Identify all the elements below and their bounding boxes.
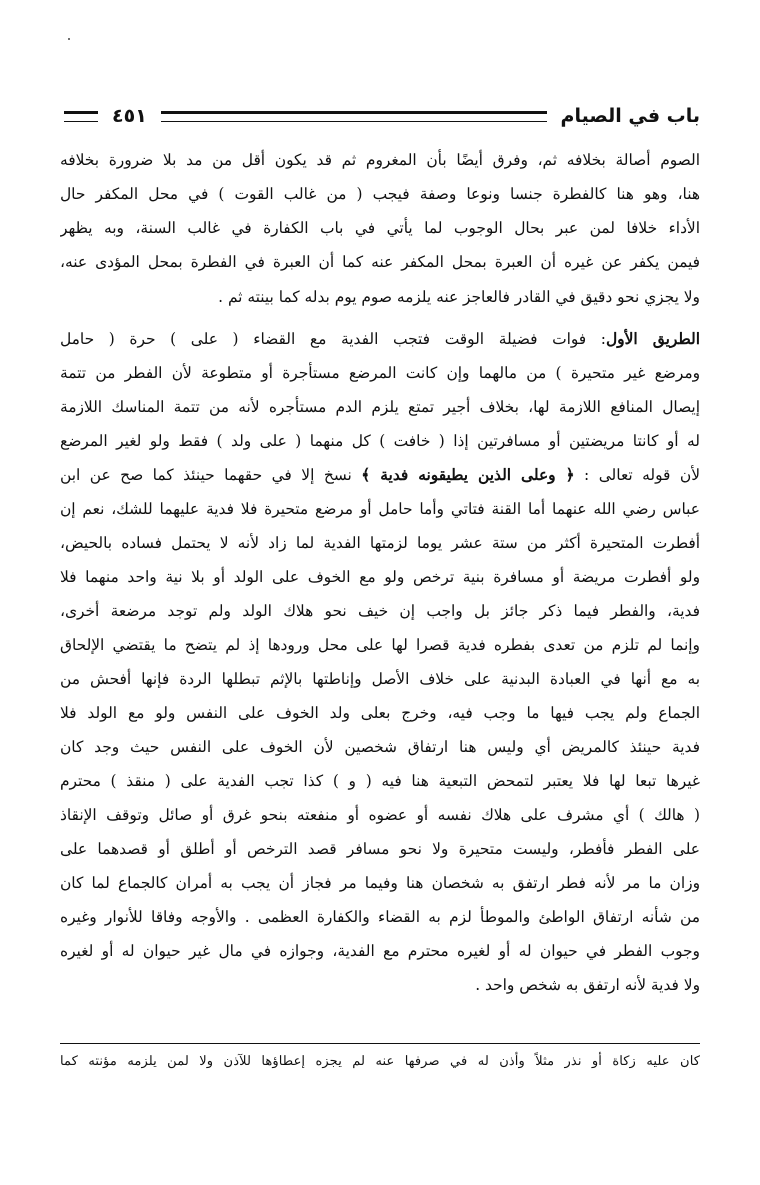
text-line: من شأنه ارتفاق الواطئ والموطأ لزم به القضاء والكفارة العظمى . والأوجه وفاقا للأنوار وغيره (60, 908, 700, 926)
quran-intro-text: لأن قوله تعالى : (574, 466, 700, 484)
footnote-text: كان عليه زكاة أو نذر مثلاً وأذن له في صرفها عنه لم يجزه إعطاؤها للآذن ولا لمن يلزمه مؤنته كما (60, 1054, 700, 1069)
text-line: إيصال المنافع اللازمة لها، بخلاف أجير تمتع يلزم الدم مستأجره لأنه من تتمة المناسك اللازمة (60, 398, 700, 416)
quran-verse: ﴿ وعلى الذين يطيقونه فدية ﴾ (361, 466, 575, 484)
text-line: الأداء خلافا لمن عبر بحال الوجوب لما يأتي في باب الكفارة في غالب السنة، وبه يظهر (60, 219, 700, 237)
header-rule (161, 111, 547, 122)
text-line: هنا، وهو هنا كالفطرة جنسا ونوعا وصفة فيجب ( من غالب القوت ) في محل المكفر حال (60, 185, 700, 203)
text-line: فدية حينئذ كالمريض أي وليس هنا ارتفاق شخصين لأن الخوف على النفس حيث وجد كان (60, 738, 700, 756)
header-rule-short (64, 111, 98, 122)
text-line: به مع أنها في العبادة البدنية على خلاف الأصل وإناطتها بالإثم تبطلها الردة فإنها أفحش من (60, 670, 700, 688)
running-header (60, 96, 700, 136)
section-lead-text: : فوات فضيلة الوقت فتجب الفدية مع القضاء ( على ) حرة ( حامل (60, 330, 606, 348)
text-line: ولو أفطرت مريضة أو مسافرة بنية ترخص ولو مع الخوف على الولد أو بلا نية واحد منهما فلا (60, 568, 700, 586)
text-line: ولا يجزي نحو دقيق في القادر فالعاجز عنه يلزمه صوم يوم بدله كما بينته ثم . (218, 288, 700, 306)
text-line: الجماع ولم يجب فيها ما وجب فيه، وخرج بعلى ولد الخوف على النفس ولو مع الولد فلا (60, 704, 700, 722)
text-line: الصوم أصالة بخلافه ثم، وفرق أيضًا بأن المغروم ثم قد يكون أقل من مد بلا ضرورة بخلافه (60, 151, 700, 169)
text-line: وإنما لم تلزم من تعدى بفطره فدية قصرا لها على محل ورودها إذ لم يتضح ما يقتضي الإلحاق (60, 636, 700, 654)
text-line: له أو كانتا مريضتين أو مسافرتين إذا ( خافت ) كل منهما ( على ولد ) فقط ولو لغير المرضع (60, 432, 700, 450)
text-line: أفطرت المتحيرة أكثر من ستة عشر يوما لزمتها الفدية لما زاد لأنه لا يحتمل فساده بالحيض، (60, 534, 700, 552)
quran-citation-line (60, 458, 700, 492)
footnote-divider (60, 1043, 700, 1044)
text-line: فدية، والفطر فيما ذكر جائز بل واجب إن خيف نحو هلاك الولد ولم توجد مرضعة أخرى، (60, 602, 700, 620)
section-opening-line (60, 322, 700, 356)
text-line: على الفطر فأفطر، وليست متحيرة ولا نحو مسافر قصد الترخص أو أطلق أو قصدهما على (60, 840, 700, 858)
text-line: عباس رضي الله عنهما أما القنة فتاتي وأما حامل أو مرضع متحيرة فلا فدية عليهما للشك، نعم إن (60, 500, 700, 518)
text-line: وجوب الفطر في حيوان له أو لغيره محترم مع الفدية، وجوازه في مال غير حيوان له أو لغيره (60, 942, 700, 960)
book-page (60, 0, 700, 1185)
quran-after-text: نسخ إلا في حقهما حينئذ كما صح عن ابن (60, 466, 362, 484)
text-line: وزان ما مر لأنه فطر ارتفق به شخصان هنا وفيما مر فجاز أن يجب به أمران كالجماع لما كان (60, 874, 700, 892)
text-line: غيرها تبعا لها فلا يعتبر لتمحض التبعية هنا فيه ( و ) كذا تجب الفدية على ( منقذ ) محترم (60, 772, 700, 790)
text-line: ومرضع غير متحيرة ) من مالهما وإن كانت المرضع مستأجرة أو متطوعة لأن الفطر من تتمة (60, 364, 700, 382)
chapter-title: باب في الصيام (560, 105, 700, 127)
page-number: ٤٥١ (112, 105, 147, 127)
section-lead-term: الطريق الأول (606, 330, 700, 348)
text-line: ( هالك ) أي مشرف على هلاك نفسه أو عضوه أو منفعته بنحو غرق أو صائل وتوقف الإنقاذ (60, 806, 700, 824)
text-line: ولا فدية لأنه ارتفق به شخص واحد . (475, 976, 700, 994)
text-line: فيمن يكفر عن غيره أن العبرة بمحل المكفر عنه كما أن العبرة في الفطرة بمحل المؤدى عنه، (60, 253, 700, 271)
